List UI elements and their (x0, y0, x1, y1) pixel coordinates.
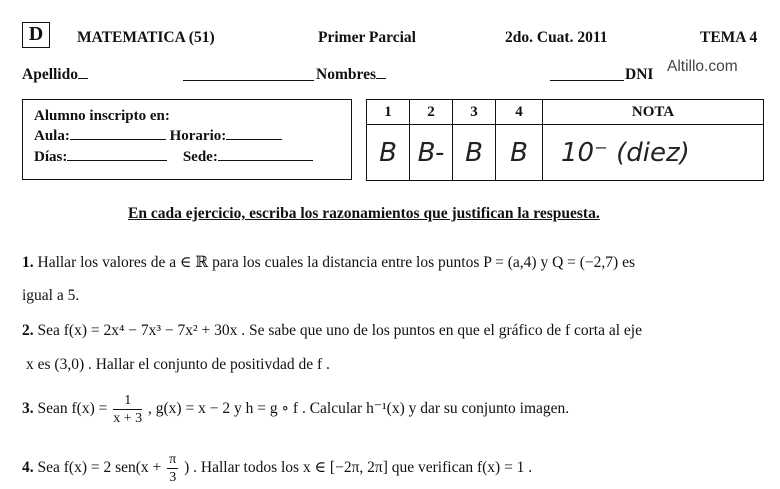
apellido-label: Apellido (22, 66, 78, 83)
grade-value-nota: 10⁻ (diez) (543, 125, 764, 181)
exercise-2-line-2: x es (3,0) . Hallar el conjunto de positivdad de f . (26, 356, 330, 373)
exercise-4-pre: Sea f(x) = 2 sen(x + (37, 459, 162, 477)
sede-label: Sede: (182, 149, 218, 165)
grade-header-4: 4 (496, 100, 543, 125)
grades-value-row (367, 125, 764, 181)
instructions-text: En cada ejercicio, escriba los razonamientos que justifican la respuesta. (128, 205, 600, 222)
exercise-1-line-2: igual a 5. (22, 287, 80, 304)
exercise-4 (22, 451, 532, 486)
dias-label: Días: (34, 149, 68, 165)
exercise-3-fraction-numerator: 1 (113, 392, 142, 410)
apellido-field (22, 66, 88, 84)
exam-term: 2do. Cuat. 2011 (505, 29, 608, 46)
exercise-4-fraction (167, 451, 178, 486)
watermark-logo: Altillo.com (667, 58, 738, 75)
exam-name: Primer Parcial (318, 29, 416, 46)
grade-value-3: B (453, 125, 496, 181)
exercise-3-number: 3. (22, 400, 34, 418)
dni-label: DNI (625, 66, 654, 83)
exercise-4-post: ) . Hallar todos los x ∈ [−2π, 2π] que verifican f(x) = 1 . (184, 459, 533, 477)
exercise-1-line-1: Hallar los valores de a ∈ ℝ para los cuales la distancia entre los puntos P = (a,4) y Q = (−2,7) es (37, 254, 636, 271)
grade-header-3: 3 (453, 100, 496, 125)
grade-value-4: B (496, 125, 543, 181)
apellido-blank (183, 80, 314, 81)
dias-sede-row (34, 149, 313, 166)
nombres-field (316, 66, 386, 84)
tema-letter-box: D (22, 22, 50, 48)
grade-header-nota: NOTA (543, 100, 764, 125)
grade-header-1: 1 (367, 100, 410, 125)
enrollment-title: Alumno inscripto en: (34, 108, 170, 124)
grades-table (366, 99, 764, 181)
grade-value-1: B (367, 125, 410, 181)
exercise-3 (22, 392, 569, 427)
exercise-1-number: 1. (22, 254, 34, 271)
exercise-3-fraction-denominator: x + 3 (113, 411, 143, 426)
exercise-4-number: 4. (22, 459, 34, 477)
nombres-blank (550, 80, 624, 81)
enrollment-box (22, 99, 352, 180)
exercise-2 (22, 322, 642, 340)
dni-field (625, 66, 653, 84)
grade-header-2: 2 (410, 100, 453, 125)
exercise-4-fraction-denominator: 3 (169, 470, 177, 485)
exercise-3-fraction (113, 392, 142, 427)
aula-horario-row (34, 128, 282, 145)
exercise-3-pre: Sean f(x) = (37, 400, 108, 418)
grades-header-row (367, 100, 764, 125)
grade-value-2: B- (410, 125, 453, 181)
exercise-4-fraction-numerator: π (169, 452, 177, 467)
subject-title: MATEMATICA (51) (77, 29, 215, 46)
exercise-1 (22, 253, 635, 272)
exercise-3-post: , g(x) = x − 2 y h = g ∘ f . Calcular h⁻¹(x) y dar su conjunto imagen. (148, 400, 570, 418)
horario-label: Horario: (169, 128, 227, 144)
exercise-2-line-1: Sea f(x) = 2x⁴ − 7x³ − 7x² + 30x . Se sabe que uno de los puntos en que el gráfico de f corta al eje (37, 322, 642, 339)
exercise-2-number: 2. (22, 322, 34, 339)
nombres-label: Nombres (316, 66, 376, 83)
tema-label: TEMA 4 (700, 29, 758, 46)
aula-label: Aula: (34, 128, 70, 144)
